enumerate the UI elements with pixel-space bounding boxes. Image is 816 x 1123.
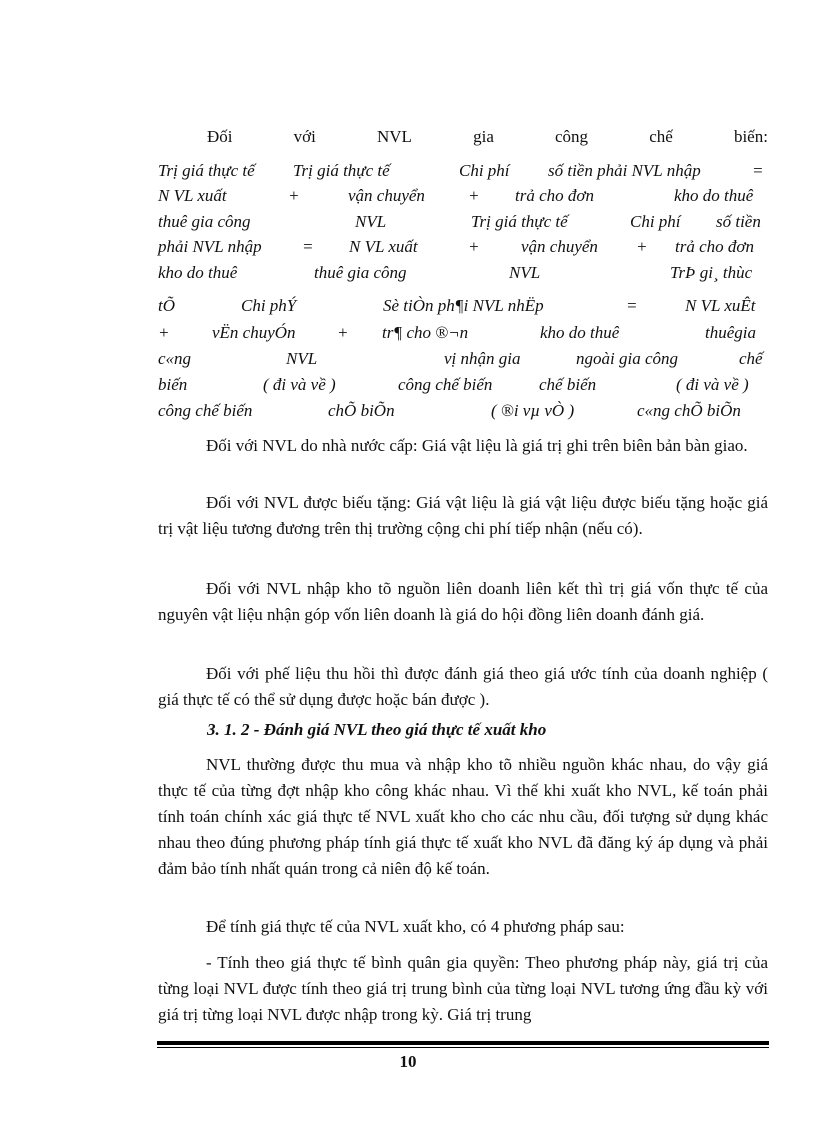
- section-heading: 3. 1. 2 - Đánh giá NVL theo giá thực tế xuất kho: [207, 720, 547, 739]
- formula-fragment: kho do thuê: [540, 323, 620, 342]
- formula-fragment: ( ®i vµ vÒ ): [491, 401, 575, 420]
- formula-fragment: c«ng: [158, 349, 192, 368]
- heading-word: gia: [473, 127, 494, 146]
- formula-fragment: vËn chuyÓn: [212, 323, 296, 342]
- formula-fragment: ngoài gia công: [576, 349, 678, 368]
- formula-fragment: chế: [739, 349, 763, 368]
- formula-fragment: Trị giá thực tế: [293, 161, 390, 180]
- formula-fragment: TrÞ gi¸ thùc: [670, 263, 753, 282]
- formula-fragment: kho do thuê: [674, 186, 754, 205]
- formula-fragment: NVL: [286, 349, 318, 368]
- formula-fragment: NVL: [509, 263, 541, 282]
- page-number: 10: [399, 1052, 417, 1071]
- paragraph-text: Đối với phế liệu thu hồi thì được đánh giá theo giá ước tính của doanh nghiệp ( giá thực tế có thể sử dụng được hoặc bán được ).: [158, 664, 768, 709]
- paragraph-nha-nuoc: [158, 433, 768, 459]
- formula-fragment: tÕ: [158, 296, 175, 315]
- formula-fragment: Chi phÝ: [241, 296, 297, 315]
- formula-fragment: thuêgia: [705, 323, 756, 342]
- formula-fragment: trả cho đơn: [675, 237, 754, 256]
- formula-fragment: N VL xuất: [349, 237, 418, 256]
- formula-fragment: trả cho đơn: [515, 186, 594, 205]
- heading-word: biến:: [733, 127, 768, 146]
- formula-fragment: +: [158, 323, 170, 342]
- paragraph-text: Để tính giá thực tế của NVL xuất kho, có 4 phương pháp sau:: [206, 917, 625, 936]
- formula-fragment: c«ng chÕ biÕn: [637, 401, 741, 420]
- formula-fragment: vận chuyển: [521, 237, 598, 256]
- formula-fragment: công chế biến: [158, 401, 253, 420]
- formula-fragment: Sè tiÒn ph¶i NVL nhËp: [383, 296, 544, 315]
- paragraph-lien-doanh: [158, 576, 768, 628]
- paragraph-text: Đối với NVL được biếu tặng: Giá vật liệu là giá vật liệu được biếu tặng hoặc giá trị vật liệu tương đương trên thị trường cộng chi phí tiếp nhận (nếu có).: [158, 493, 768, 538]
- paragraph-text: Đối với NVL do nhà nước cấp: Giá vật liệu là giá trị ghi trên biên bản bàn giao.: [206, 436, 748, 455]
- paragraph-phe-lieu: [158, 661, 768, 713]
- formula-fragment: công chế biến: [398, 375, 493, 394]
- paragraph-text: NVL thường được thu mua và nhập kho tõ nhiều nguồn khác nhau, do vậy giá thực tế của từng đợt nhập kho công khác nhau. Vì thế khi xuất kho NVL, kế toán phải tính toán chính xác giá thực tế NVL xuất kho cho các nhu cầu, đối tượng sử dụng khác nhau theo đúng phương pháp tính giá thực tế xuất kho NVL đã đăng ký áp dụng và phải đảm bảo tính nhất quán trong cả niên độ kế toán.: [158, 755, 768, 878]
- formula-fragment: Chi phí: [630, 212, 681, 231]
- paragraph-binh-quan: [158, 950, 768, 1028]
- formula-fragment: biến: [158, 375, 188, 394]
- formula-fragment: =: [752, 161, 764, 180]
- footer-rule-thin: [157, 1047, 769, 1048]
- paragraph-intro: [158, 752, 768, 882]
- formula-fragment: ( đi và về ): [676, 375, 749, 394]
- heading-word: với: [293, 127, 316, 146]
- formula-fragment: NVL: [355, 212, 387, 231]
- formula-fragment: thuê gia công: [314, 263, 407, 282]
- formula-fragment: =: [302, 237, 314, 256]
- footer-rule-thick: [157, 1041, 769, 1045]
- heading-word: NVL: [377, 127, 412, 146]
- formula-fragment: N VL xuÊt: [685, 296, 756, 315]
- formula-fragment: Trị giá thực tế: [471, 212, 568, 231]
- paragraph-text: Đối với NVL nhập kho tõ nguồn liên doanh liên kết thì trị giá vốn thực tế của nguyên vật liệu nhận góp vốn liên doanh là giá do hội đồng liên doanh đánh giá.: [158, 579, 768, 624]
- formula-fragment: thuê gia công: [158, 212, 251, 231]
- formula-fragment: số tiền: [716, 212, 761, 231]
- formula-fragment: tr¶ cho ®¬n: [382, 323, 469, 342]
- formula-fragment: ( đi và về ): [263, 375, 336, 394]
- formula-fragment: phải NVL nhập: [158, 237, 262, 256]
- formula-fragment: +: [468, 186, 480, 205]
- paragraph-methods: [158, 914, 768, 940]
- paragraph-text: - Tính theo giá thực tế bình quân gia quyền: Theo phương pháp này, giá trị của từng loại NVL được tính theo giá trị trung bình của từng loại NVL tương ứng đầu kỳ với giá trị từng loại NVL được nhập trong kỳ. Giá trị trung: [158, 953, 768, 1024]
- formula-fragment: chế biến: [539, 375, 597, 394]
- formula-fragment: vận chuyển: [348, 186, 425, 205]
- formula-fragment: chÕ biÕn: [328, 401, 395, 420]
- heading-word: công: [555, 127, 589, 146]
- formula-fragment: +: [636, 237, 648, 256]
- formula-fragment: số tiền phải NVL nhập: [548, 161, 701, 180]
- gia-cong-heading: [207, 126, 768, 148]
- formula-fragment: +: [337, 323, 349, 342]
- formula-fragment: +: [468, 237, 480, 256]
- formula-fragment: N VL xuất: [158, 186, 227, 205]
- formula-fragment: vị nhận gia: [444, 349, 521, 368]
- heading-word: chế: [649, 127, 673, 146]
- formula-fragment: +: [288, 186, 300, 205]
- formula-fragment: =: [626, 296, 638, 315]
- formula-fragment: Chi phí: [459, 161, 510, 180]
- paragraph-bieu-tang: [158, 490, 768, 542]
- heading-word: Đối: [207, 127, 233, 146]
- formula-fragment: kho do thuê: [158, 263, 238, 282]
- formula-fragment: Trị giá thực tế: [158, 161, 255, 180]
